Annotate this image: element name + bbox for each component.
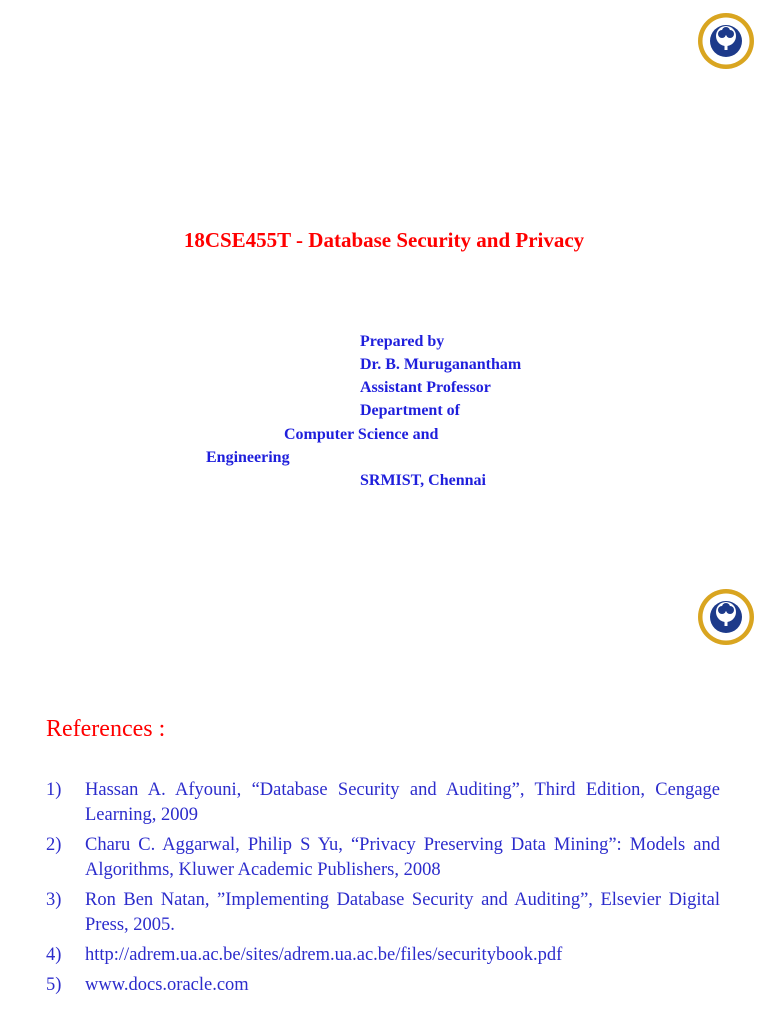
author-line-department-name-cont: Engineering xyxy=(206,449,290,466)
reference-item xyxy=(46,973,720,998)
reference-item xyxy=(46,778,720,828)
author-line-designation: Assistant Professor xyxy=(360,379,491,396)
reference-number: 3) xyxy=(46,890,62,910)
reference-item xyxy=(46,833,720,883)
reference-number: 4) xyxy=(46,945,62,965)
university-seal-icon xyxy=(697,588,755,646)
reference-text: Charu C. Aggarwal, Philip S Yu, “Privacy Preserving Data Mining”: Models and Algorithms, Kluwer Academic Publishers, 2008 xyxy=(85,835,720,880)
references-list xyxy=(46,778,720,1003)
author-line-name: Dr. B. Muruganantham xyxy=(360,356,522,373)
reference-item xyxy=(46,943,720,968)
references-heading: References : xyxy=(46,716,166,742)
reference-link[interactable]: www.docs.oracle.com xyxy=(85,975,249,995)
reference-number: 1) xyxy=(46,780,62,800)
reference-text: Hassan A. Afyouni, “Database Security and Auditing”, Third Edition, Cengage Learning, 2009 xyxy=(85,780,720,825)
author-line-department-name: Computer Science and xyxy=(284,426,439,443)
reference-number: 2) xyxy=(46,835,62,855)
author-line-institution: SRMIST, Chennai xyxy=(360,472,486,489)
reference-number: 5) xyxy=(46,975,62,995)
reference-link[interactable]: http://adrem.ua.ac.be/sites/adrem.ua.ac.be/files/securitybook.pdf xyxy=(85,945,563,965)
reference-text: Ron Ben Natan, ”Implementing Database Security and Auditing”, Elsevier Digital Press, 2005. xyxy=(85,890,720,935)
author-line-prepared-by: Prepared by xyxy=(360,333,445,350)
author-line-department: Department of xyxy=(360,402,460,419)
reference-item xyxy=(46,888,720,938)
references-slide xyxy=(0,552,768,1024)
university-seal-icon xyxy=(697,12,755,70)
course-title: 18CSE455T - Database Security and Privacy xyxy=(183,228,585,252)
